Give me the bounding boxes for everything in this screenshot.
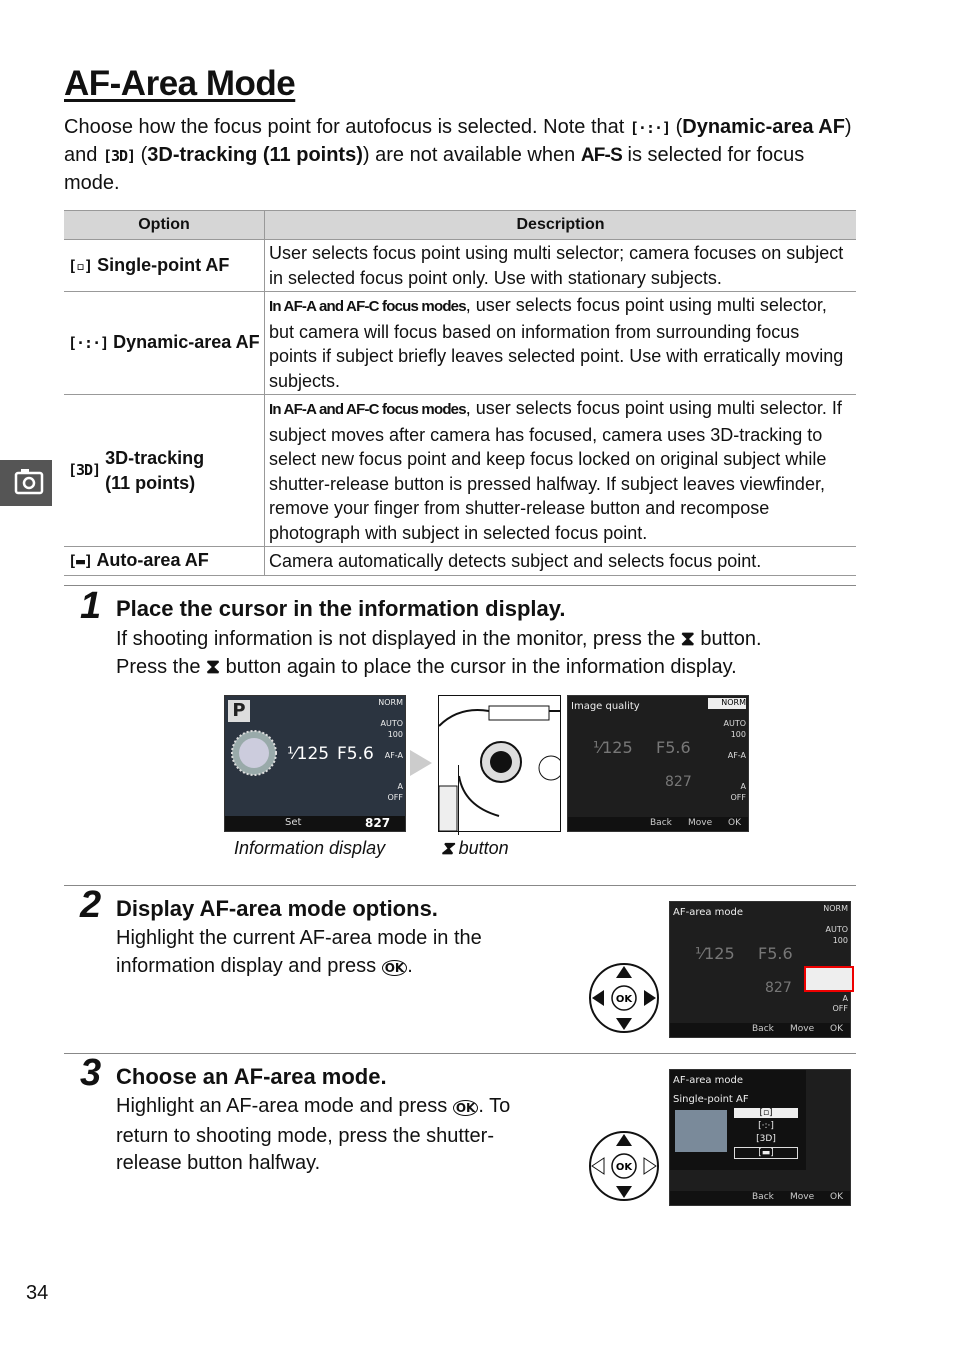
step-text: Highlight an AF-area mode and press OK . To return to shooting mode, press the shutter-release button halfway. <box>116 1095 511 1174</box>
table-row: [▬] Auto-area AF Camera automatically detects subject and selects focus point. <box>64 547 856 576</box>
intro-paragraph: Choose how the focus point for autofocus is selected. Note that [·:·] (Dynamic-area AF) and [3D] (3D-tracking (11 points)) are not available when AF-S is selected for focus mode. <box>64 116 852 194</box>
camera-icon <box>0 460 52 506</box>
header-description: Description <box>265 211 857 240</box>
divider <box>64 1053 856 1054</box>
svg-text:OK: OK <box>615 994 633 1005</box>
page-title: AF-Area Mode <box>64 64 296 103</box>
ok-button-icon: OK <box>453 1100 479 1116</box>
highlighted-af-area <box>804 966 854 992</box>
camera-back-illustration <box>438 695 561 832</box>
info-display-screen <box>224 695 406 832</box>
table-row: [▫] Single-point AF User selects focus point using multi selector; camera focuses on subject in selected focus point only. Use with stationary subjects. <box>64 240 856 292</box>
page-number: 34 <box>26 1282 49 1304</box>
divider <box>64 585 856 586</box>
dynamic-area-icon: [·:·] <box>629 119 671 137</box>
camera-section-tab <box>0 460 52 506</box>
auto-area-icon: [▬] <box>68 552 93 570</box>
multi-selector-icon <box>586 1130 662 1202</box>
af-area-options-table <box>64 210 856 576</box>
callout-line <box>458 765 459 835</box>
step-number: 3 <box>80 1052 102 1094</box>
step-text: Highlight the current AF-area mode in the information display and press OK . <box>116 927 482 977</box>
screen-label: Image quality <box>571 701 640 712</box>
bottom-bar: Set 827 <box>225 816 405 831</box>
dial-graphic <box>229 728 279 778</box>
3d-tracking-icon: [3D] <box>102 147 136 165</box>
table-row: [·:·] Dynamic-area AF In AF-A and AF-C focus modes, user selects focus point using multi selector, but camera will focus based on information from surrounding focus points if subject briefly leaves selected point. Use with erratically moving subjects. <box>64 292 856 395</box>
3d-tracking-icon: [3D] <box>68 461 101 480</box>
step-number: 1 <box>80 585 102 627</box>
mode-badge: P <box>228 700 250 722</box>
caption-info-display: Information display <box>234 838 386 858</box>
step-title: Place the cursor in the information display. <box>116 596 566 621</box>
arrow-right-icon <box>408 748 434 778</box>
image-quality-screen: Image quality ¹⁄125 F5.6 827 NORM AUTO 100 AF-A A OFF Back Move OK <box>567 695 749 832</box>
af-area-menu-screen: AF-area mode Single-point AF [▫] [·:·] [3D] [▬] Back Move OK <box>669 1069 851 1206</box>
step-title: Display AF-area mode options. <box>116 896 438 921</box>
settings-column: NORM AUTO 100 AF-A A OFF <box>378 698 403 802</box>
svg-text:OK: OK <box>615 1162 633 1173</box>
header-option: Option <box>64 211 265 240</box>
ok-button-icon: OK <box>382 960 408 976</box>
table-row: [3D] 3D-tracking (11 points) In AF-A and AF-C focus modes, user selects focus point using multi selector. If subject moves after camera has focused, camera uses 3D-tracking to select new focus point and keep focus locked on original subject while shutter-release button is pressed halfway. If subject leaves viewfinder, remove your finger from shutter-release button and recompose photograph with subject in selected focus point. <box>64 395 856 547</box>
info-icon: ⧗ <box>680 628 695 650</box>
step-number: 2 <box>80 884 102 926</box>
preview-image <box>675 1110 727 1152</box>
divider <box>64 885 856 886</box>
multi-selector-icon <box>586 962 662 1034</box>
step-title: Choose an AF-area mode. <box>116 1064 387 1089</box>
aperture: F5.6 <box>337 744 374 764</box>
shutter-speed: ¹⁄125 <box>287 744 330 764</box>
af-area-info-screen: AF-area mode ¹⁄125 F5.6 827 NORM AUTO 100 A OFF Back Move OK <box>669 901 851 1038</box>
dynamic-area-icon: [·:·] <box>68 334 109 353</box>
single-point-icon: [▫] <box>68 256 93 275</box>
step-text: If shooting information is not displayed in the monitor, press the ⧗ button. Press the ⧗ button again to place the cursor in the information display. <box>116 628 762 678</box>
info-icon: ⧗ <box>206 655 221 678</box>
caption-button: ⧗ button <box>441 838 509 858</box>
